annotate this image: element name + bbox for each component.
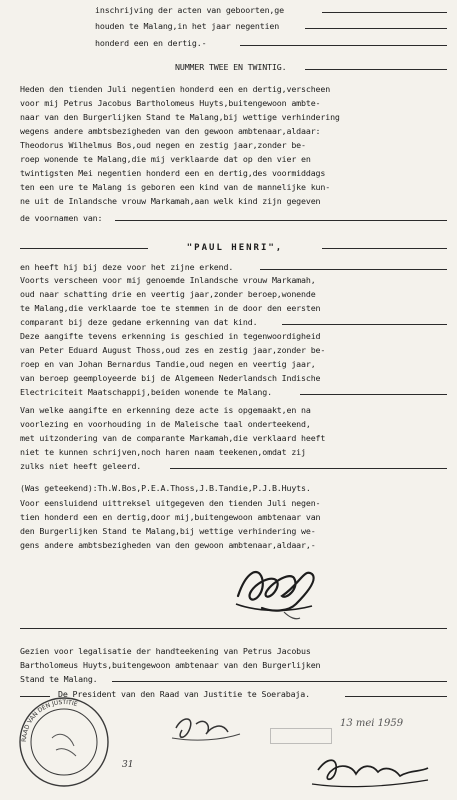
text-line: roep en van Johan Bernardus Tandie,oud negen en veertig jaar, bbox=[20, 359, 316, 369]
text-line: Bartholomeus Huyts,buitengewoon ambtenaar van den Burgerlijken bbox=[20, 660, 321, 670]
dash-line bbox=[240, 45, 447, 46]
text-line: zulks niet heeft geleerd. bbox=[20, 461, 142, 471]
text-line: roep wonende te Malang,die mij verklaarde dat op den vier en bbox=[20, 154, 311, 164]
text-line: Heden den tienden Juli negentien honderd een en dertig,verscheen bbox=[20, 84, 331, 94]
text-line: Stand te Malang. bbox=[20, 674, 98, 684]
text-line: ne uit de Inlandsche vrouw Markamah,aan welk kind zijn gegeven bbox=[20, 196, 321, 206]
text-line: Voor eensluidend uittreksel uitgegeven den tienden Juli negen- bbox=[20, 498, 321, 508]
date-note: 13 mei 1959 bbox=[340, 718, 404, 729]
text-line: tien honderd een en dertig,door mij,buitengewoon ambtenaar van bbox=[20, 512, 321, 522]
dash-line bbox=[305, 69, 447, 70]
text-line: Gezien voor legalisatie der handteekening van Petrus Jacobus bbox=[20, 646, 311, 656]
dash-line bbox=[112, 681, 447, 682]
court-stamp bbox=[12, 690, 122, 800]
text-line: comparant bij deze gedane erkenning van dat kind. bbox=[20, 317, 258, 327]
dash-line bbox=[170, 468, 447, 469]
text-line: de voornamen van: bbox=[20, 213, 103, 223]
text-line: gens andere ambtsbezigheden van den gewoon ambtenaar,aldaar,- bbox=[20, 540, 316, 550]
dash-line bbox=[300, 394, 447, 395]
stamp-mark: 31 bbox=[122, 760, 134, 770]
text-line: den Burgerlijken Stand te Malang,bij wettige verhindering we- bbox=[20, 526, 316, 536]
text-line: voorlezing en voorhouding in de Maleische taal onderteekend, bbox=[20, 419, 311, 429]
text-line: ten een ure te Malang is geboren een kind van de mannelijke kun- bbox=[20, 182, 331, 192]
text-line: naar van den Burgerlijken Stand te Malang,bij wettige verhindering bbox=[20, 112, 340, 122]
dash-line bbox=[20, 248, 148, 249]
child-name: "PAUL HENRI", bbox=[186, 243, 284, 253]
dash-line bbox=[260, 269, 447, 270]
dash-line bbox=[20, 628, 447, 629]
svg-text:RAAD VAN DEN JUSTITIE: RAAD VAN DEN JUSTITIE bbox=[20, 698, 79, 743]
faint-stamp bbox=[270, 728, 332, 744]
text-line: twintigsten Mei negentien honderd een en dertig,des voormiddags bbox=[20, 168, 326, 178]
text-line: Voorts verscheen voor mij genoemde Inlandsche vrouw Markamah, bbox=[20, 275, 316, 285]
text-line: wegens andere ambtsbezigheden van den gewoon ambtenaar,aldaar: bbox=[20, 126, 321, 136]
text-line: Van welke aangifte en erkenning deze acte is opgemaakt,en na bbox=[20, 405, 311, 415]
text-line: (Was geteekend):Th.W.Bos,P.E.A.Thoss,J.B.Tandie,P.J.B.Huyts. bbox=[20, 483, 311, 493]
dash-line bbox=[115, 220, 447, 221]
text-line: NUMMER TWEE EN TWINTIG. bbox=[175, 62, 287, 72]
text-line: voor mij Petrus Jacobus Bartholomeus Huyts,buitengewoon ambte- bbox=[20, 98, 321, 108]
text-line: van Peter Eduard August Thoss,oud zes en zestig jaar,zonder be- bbox=[20, 345, 326, 355]
dash-line bbox=[282, 324, 447, 325]
dash-line bbox=[305, 28, 447, 29]
text-line: niet te kunnen schrijven,noch haren naam teekenen,omdat zij bbox=[20, 447, 306, 457]
text-line: met uitzondering van de comparante Markamah,die verklaard heeft bbox=[20, 433, 326, 443]
text-line: Electriciteit Maatschappij,beiden wonende te Malang. bbox=[20, 387, 272, 397]
text-line: houden te Malang,in het jaar negentien bbox=[95, 21, 280, 31]
text-line: Theodorus Wilhelmus Bos,oud negen en zestig jaar,zonder be- bbox=[20, 140, 306, 150]
text-line: van beroep geemployeerde bij de Algemeen Nederlandsch Indische bbox=[20, 373, 321, 383]
text-line: en heeft hij bij deze voor het zijne erkend. bbox=[20, 262, 234, 272]
dash-line bbox=[345, 696, 447, 697]
text-line: Deze aangifte tevens erkenning is geschied in tegenwoordigheid bbox=[20, 331, 321, 341]
text-line: te Malang,die verklaarde toe te stemmen in de door den eersten bbox=[20, 303, 321, 313]
text-line: honderd een en dertig.- bbox=[95, 38, 207, 48]
text-line: De President van den Raad van Justitie te Soerabaja. bbox=[58, 689, 310, 699]
dash-line bbox=[322, 12, 447, 13]
text-line: inschrijving der acten van geboorten,ge bbox=[95, 5, 284, 15]
dash-line bbox=[322, 248, 447, 249]
text-line: oud naar schatting drie en veertig jaar,zonder beroep,wonende bbox=[20, 289, 316, 299]
